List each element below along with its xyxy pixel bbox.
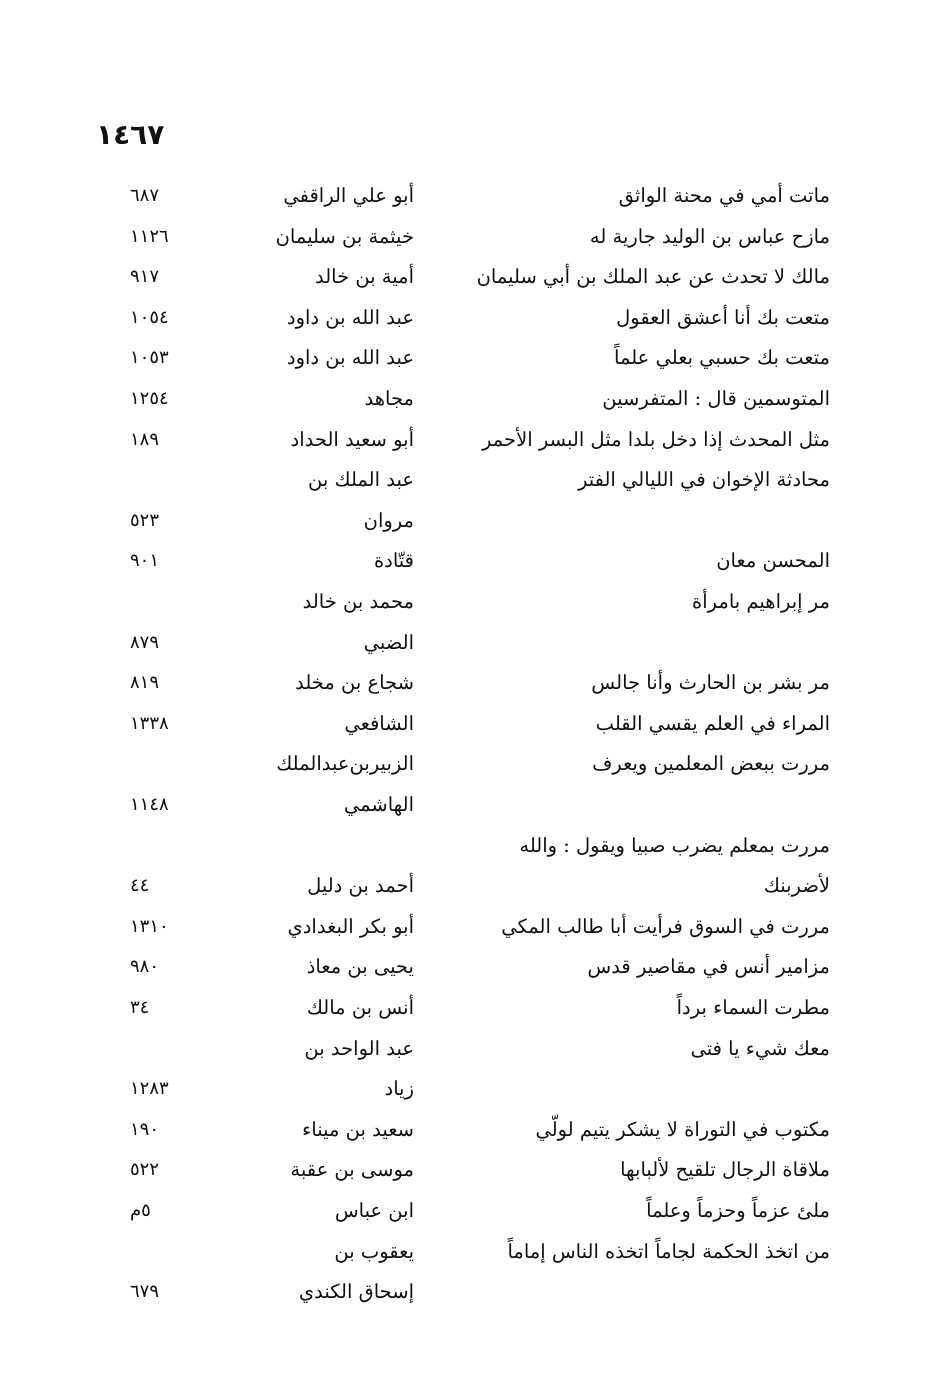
index-row [0, 217, 946, 257]
reference-number: ١٨٩ [130, 428, 160, 450]
narrator-name: زياد [384, 1077, 414, 1101]
narrator-name: شجاع بن مخلد [295, 671, 414, 695]
phrase-text: مكتوب في التوراة لا يشكر يتيم لولّي [535, 1117, 830, 1141]
phrase-text: المحسن معان [716, 549, 830, 573]
index-row [0, 1272, 946, 1312]
narrator-name: مروان [363, 508, 414, 532]
index-row [0, 176, 946, 216]
reference-number: ٩١٧ [130, 266, 160, 288]
phrase-text: المتوسمين قال : المتفرسين [602, 387, 830, 410]
reference-number: ١١٢٦ [130, 225, 169, 247]
reference-number: ١٠٥٤ [130, 306, 169, 328]
phrase-text: ماتت أمي في محنة الواثق [618, 184, 830, 207]
narrator-name: أبو علي الراقفي [283, 184, 414, 207]
index-row [0, 907, 946, 947]
narrator-name: خيثمة بن سليمان [275, 224, 414, 248]
index-row [0, 704, 946, 744]
index-row [0, 298, 946, 338]
index-row [0, 988, 946, 1028]
narrator-name: عبد الله بن داود [286, 346, 414, 370]
index-row [0, 541, 946, 581]
narrator-name: أبو سعيد الحداد [290, 427, 414, 451]
index-row [0, 338, 946, 378]
narrator-name: أبو بكر البغدادي [287, 914, 414, 938]
index-row [0, 1110, 946, 1150]
phrase-text: مررت في السوق فرأيت أبا طالب المكي [501, 914, 830, 938]
index-row [0, 1029, 946, 1069]
index-row [0, 1191, 946, 1231]
page-number: ١٤٦٧ [96, 118, 165, 151]
narrator-name: الشافعي [344, 711, 414, 735]
narrator-name: يحيى بن معاذ [306, 955, 414, 979]
narrator-name: أحمد بن دليل [307, 874, 414, 898]
index-row [0, 582, 946, 622]
phrase-text: ملاقاة الرجال تلقيح لألبابها [620, 1158, 830, 1182]
narrator-name: أمية بن خالد [314, 265, 414, 289]
phrase-text: مر بشر بن الحارث وأنا جالس [591, 671, 830, 695]
reference-number: ٦٨٧ [130, 185, 160, 206]
phrase-text: لأضربنك [763, 874, 830, 898]
phrase-text: مازح عباس بن الوليد جارية له [589, 224, 830, 248]
reference-number: ٦٧٩ [130, 1281, 160, 1303]
phrase-text: مررت بمعلم يضرب صبيا ويقول : والله [519, 833, 830, 857]
narrator-name: الضبي [363, 630, 414, 654]
reference-number: ١٠٥٣ [130, 347, 169, 369]
reference-number: ١٢٨٣ [130, 1078, 169, 1100]
reference-number: ٨١٩ [130, 672, 160, 694]
phrase-text: مثل المحدث إذا دخل بلدا مثل البسر الأحمر [482, 427, 830, 451]
reference-number: ٩٠١ [130, 550, 160, 572]
narrator-name: سعيد بن ميناء [302, 1117, 414, 1141]
index-row [0, 460, 946, 500]
narrator-name: ابن عباس [334, 1199, 414, 1222]
narrator-name: عبد الملك بن [308, 468, 414, 492]
narrator-name: إسحاق الكندي [298, 1280, 414, 1304]
phrase-text: ملئ عزماً وحزماً وعلماً [646, 1199, 830, 1222]
reference-number: ٥٢٢ [130, 1159, 160, 1181]
index-row [0, 420, 946, 460]
index-row [0, 866, 946, 906]
phrase-text: مطرت السماء برداً [676, 996, 830, 1019]
index-row [0, 1232, 946, 1272]
narrator-name: عبد الواحد بن [304, 1036, 414, 1060]
reference-number: ٩٨٠ [130, 956, 160, 978]
index-row [0, 663, 946, 703]
index-row [0, 947, 946, 987]
index-row [0, 785, 946, 825]
narrator-name: عبد الله بن داود [286, 305, 414, 329]
index-row [0, 826, 946, 866]
narrator-name: أنس بن مالك [306, 996, 414, 1019]
phrase-text: مر إبراهيم بامرأة [692, 590, 830, 613]
phrase-text: محادثة الإخوان في الليالي الفتر [577, 468, 830, 492]
reference-number: ١٣١٠ [130, 915, 169, 937]
reference-number: ٨٧٩ [130, 631, 160, 653]
phrase-text: متعت بك حسبي بعلي علماً [614, 346, 830, 370]
index-row [0, 257, 946, 297]
narrator-name: موسى بن عقبة [290, 1158, 414, 1182]
narrator-name: قتّادة [373, 549, 414, 573]
phrase-text: مزامير أنس في مقاصير قدس [587, 955, 830, 979]
narrator-name: محمد بن خالد [302, 590, 414, 613]
reference-number: ٥م [130, 1200, 151, 1221]
phrase-text: من اتخذ الحكمة لجاماً اتخذه الناس إماماً [507, 1239, 830, 1263]
reference-number: ٣٤ [130, 997, 150, 1018]
index-row [0, 379, 946, 419]
phrase-text: المراء في العلم يقسي القلب [595, 711, 830, 735]
narrator-name: يعقوب بن [334, 1239, 414, 1263]
index-row [0, 1150, 946, 1190]
phrase-text: معك شيء يا فتى [690, 1036, 830, 1060]
reference-number: ١١٤٨ [130, 794, 169, 815]
phrase-text: مالك لا تحدث عن عبد الملك بن أبي سليمان [476, 265, 830, 289]
reference-number: ٤٤ [130, 875, 150, 897]
index-row [0, 1069, 946, 1109]
index-row [0, 501, 946, 541]
narrator-name: مجاهد [364, 387, 414, 410]
reference-number: ١٩٠ [130, 1118, 160, 1140]
index-row [0, 744, 946, 784]
phrase-text: مررت ببعض المعلمين ويعرف [592, 752, 830, 776]
reference-number: ١٢٥٤ [130, 388, 169, 409]
reference-number: ١٣٣٨ [130, 712, 169, 734]
narrator-name: الهاشمي [343, 793, 414, 816]
index-row [0, 623, 946, 663]
narrator-name: الزبيربن‌عبدالملك [276, 752, 414, 776]
phrase-text: متعت بك أنا أعشق العقول [616, 305, 830, 329]
reference-number: ٥٢٣ [130, 509, 160, 531]
